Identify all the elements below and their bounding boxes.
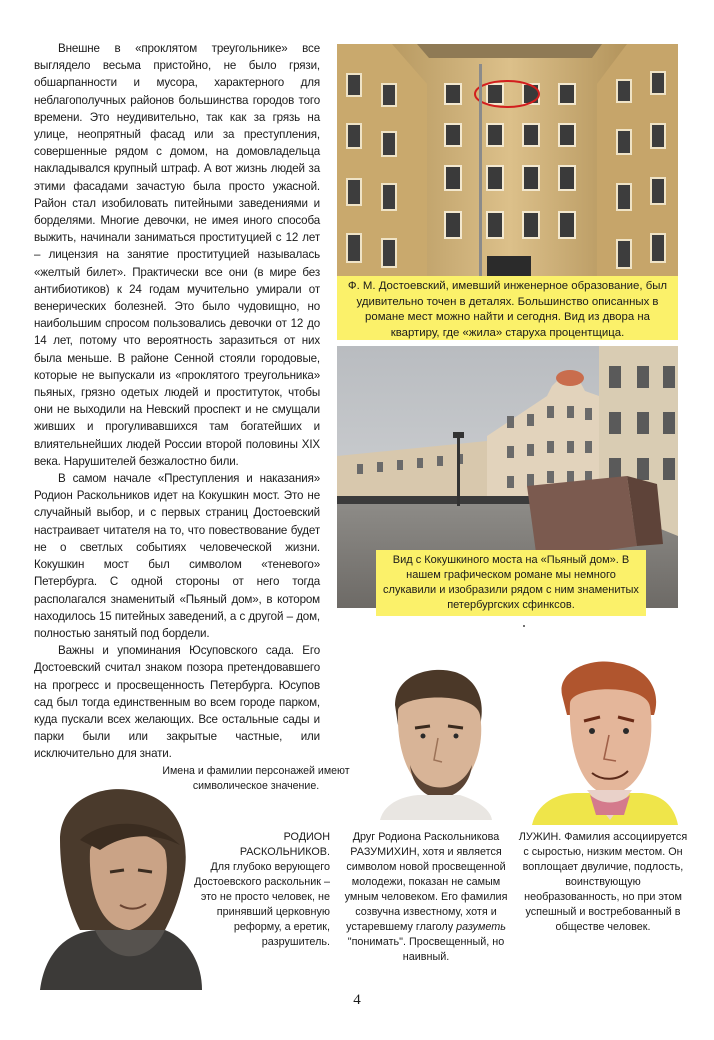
razumikhin-verb: разуметь bbox=[456, 921, 506, 933]
razumikhin-description bbox=[340, 830, 512, 965]
raskolnikov-text: Для глубоко верующего Достоевского раскольник – это не просто человек, не принявший церковную реформу, а еретик, разрушитель. bbox=[194, 861, 330, 948]
article-body bbox=[34, 40, 320, 763]
razumikhin-portrait bbox=[360, 660, 510, 820]
courtyard-photo-caption: Ф. М. Достоевский, имевший инженерное образование, был удивительно точен в деталях. Большинство описанных в романе мест можно найти и сегодня. Вид из двора на квартиру, где «жила» старуха процентщица. bbox=[337, 276, 678, 340]
razumikhin-text-2: "понимать". Просвещенный, но наивный. bbox=[347, 936, 505, 963]
page-number: 4 bbox=[353, 992, 361, 1008]
canal-photo-caption: Вид с Кокушкиного моста на «Пьяный дом». В нашем графическом романе мы немного слукавили и изобразили рядом с ним знаменитых петербургских сфинксов. bbox=[376, 550, 646, 616]
razumikhin-text-1: , хотя и является символом новой просвещенной молодежи, показан не самым умным человеком. Его фамилия созвучна известному, хотя и устаревшему глаголу bbox=[344, 846, 508, 933]
luzhin-name: ЛУЖИН. bbox=[518, 831, 562, 843]
luzhin-description bbox=[518, 830, 688, 935]
luzhin-text: Фамилия ассоциируется с сыростью, низким местом. Он воплощает двуличие, подлость, воинствующую необразованность, но при этом успешный и востребованный в обществе человек. bbox=[522, 831, 688, 933]
stray-dot bbox=[523, 625, 525, 627]
raskolnikov-name: РОДИОН РАСКОЛЬНИКОВ. bbox=[239, 831, 330, 858]
article-paragraph-3: Важны и упоминания Юсуповского сада. Его Достоевский считал знаком позора претендовавшего на прогресс и просвещенность Петербурга. Юсупов сад был тогда единственным во всем городе парком, куда пускали всех желающих. Все остальные сады и парки были или закрытые частные, или исключительно для знати. bbox=[34, 644, 320, 761]
article-paragraph-2: В самом начале «Преступления и наказания» Родион Раскольников идет на Кокушкин мост. Это не случайный выбор, и с первых страниц Достоевский настраивает читателя на то, что повествование будет не о светлых событиях человеческой жизни. Кокушкин мост был символом «теневого» Петербурга. С одной стороны от него тогда располагался знаменитый «Пьяный дом», в котором находилось 15 питейных заведений, а с другой – дом, полностью занятый под бордели. bbox=[34, 472, 320, 640]
raskolnikov-portrait bbox=[40, 780, 202, 990]
raskolnikov-description bbox=[192, 830, 330, 950]
article-paragraph-1: Внешне в «проклятом треугольнике» все выглядело весьма пристойно, не было грязи, обшарпанности и мусора, характерного для неблагополучных районов большинства городов того времени. Это неудивительно, так как за грязь на улице, неопрятный фасад или за преступления, совершенные рядом с домом, на домовладельца накладывался крупный штраф. А вот жизнь людей за этими фасадами зачастую была просто ужасной. Район стал изобиловать питейными заведениями и борделями. Многие девочки, не имея иного способа выжить, начинали заниматься проституцией с 12 лет – лицензия на занятие проституцией называлась «желтый билет». Практически все они (в мире без антибиотиков) к 24 годам мучительно умирали от венерических болезней. Это было чудовищно, но наибольшим спросом пользовались девочки от 12 до 14 лет, потому что вероятность заразиться от них была меньше. В районе Сенной стояли городовые, которые не выпускали из «проклятого треугольника» пьяных, грязно одетых людей и проституток, чтобы они не выходили на Невский проспект и не смущали живших и прогуливавшихся там богатейших и влиятельнейших людей России второй половины XIX века. Нарушителей безжалостно били. bbox=[34, 42, 320, 468]
names-note: Имена и фамилии персонажей имеют символическое значение. bbox=[162, 765, 350, 792]
razumikhin-name: РАЗУМИХИН bbox=[350, 846, 417, 858]
luzhin-portrait bbox=[532, 655, 678, 825]
razumikhin-lead: Друг Родиона Раскольникова bbox=[352, 831, 500, 843]
